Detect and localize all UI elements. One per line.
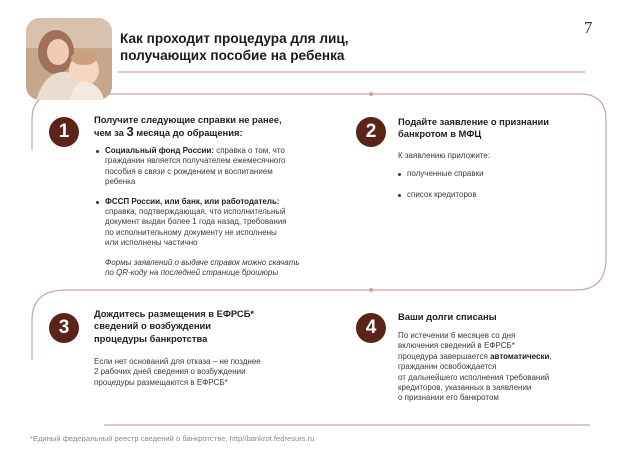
page-number: 7 (584, 18, 593, 37)
step-3-line-2: 2 рабочих дней сведения о возбуждении (94, 367, 246, 377)
step-3-line-1: Если нет оснований для отказа – не позднее (94, 357, 261, 366)
step-2-heading-line-2: банкротом в МФЦ (398, 128, 482, 140)
step-2-intro: К заявлению приложите: (398, 151, 491, 160)
step-2-item-1: полученные справки (398, 169, 598, 179)
step-1-item-2-line-4: или исполнены частично (105, 238, 198, 248)
step-1-body (96, 146, 346, 278)
step-1-item-1-line-2: гражданин является получателем ежемесячного (105, 156, 286, 166)
step-1-item-2-line-1: справка, подтверждающая, что исполнительный (105, 207, 286, 217)
step-1-item-2-bold: ФССП России, или банк, или работодатель: (105, 196, 280, 206)
step-4-line-1: По истечении 6 месяцев со дня (398, 331, 516, 340)
step-1-item-social-fund (96, 146, 346, 188)
step-1-heading-big: 3 (126, 124, 134, 140)
step-1-item-2-line-3: по исполнительному документу не исполнены (105, 227, 277, 237)
step-1-heading-line-2 (94, 126, 334, 139)
step-1-heading-post: месяца до обращения: (133, 127, 243, 139)
page-title-line-2: получающих пособие на ребенка (120, 48, 345, 63)
step-3-heading-line-1: Дождитесь размещения в ЕФРСБ* (94, 308, 255, 319)
step-1-item-1-line-3: пособия в связи с рождением и воспитанием (105, 166, 273, 176)
step-1-item-1-bold: Социальный фонд России: (105, 146, 214, 155)
page-title-line-1: Как проходит процедура для лиц, (120, 31, 349, 46)
step-1-note-line-2: по QR-коду на последней странице брошюры (105, 268, 279, 278)
step-4-line-5: от дальнейшего исполнения требований (398, 372, 550, 382)
step-4-heading: Ваши долги списаны (398, 311, 497, 322)
step-1-heading-pre: чем за (94, 127, 127, 139)
step-1-item-1-line-1: справка о том, что (213, 146, 285, 155)
step-3-heading-line-2: сведений о возбуждении (94, 320, 212, 332)
step-2-heading-line-1: Подайте заявление о признании (398, 116, 550, 127)
step-3-body (94, 357, 334, 388)
step-1-heading (94, 114, 334, 140)
step-4-line-4: гражданин освобождается (398, 362, 497, 372)
step-1-number: 1 (49, 117, 79, 147)
step-4-line-6: кредиторов, указанных в заявлении (398, 383, 532, 393)
page-title (120, 30, 420, 64)
step-2-number: 2 (356, 117, 386, 147)
step-1-note (96, 258, 346, 279)
step-3-heading-line-3: процедуры банкротства (94, 332, 208, 344)
step-1-heading-line-1: Получите следующие справки не ранее, (94, 114, 282, 125)
step-2-item-2: список кредиторов (398, 190, 598, 200)
footnote: *Единый федеральный реестр сведений о банкротстве, http//bankrot.fedresurs.ru (30, 434, 315, 443)
step-4-number: 4 (356, 313, 386, 343)
step-4-line-3-post: , (549, 351, 552, 361)
step-4-body (398, 331, 603, 404)
step-2-heading (398, 116, 598, 141)
step-1-note-line-1: Формы заявлений о выдаче справок можно скачать (105, 257, 300, 267)
step-1-item-fssp (96, 197, 346, 249)
step-2-body (398, 151, 598, 200)
step-4-line-2: включения сведений в ЕФРСБ* (398, 341, 515, 351)
step-4-line-3 (398, 352, 603, 362)
step-1-item-2-line-2: документ выдан более 1 года назад, требования (105, 217, 287, 227)
mother-child-photo (26, 18, 112, 100)
step-4-line-7: о признании его банкротом (398, 393, 499, 403)
step-4-line-3-bold: автоматически (490, 351, 550, 361)
step-3-number: 3 (49, 313, 79, 343)
step-3-line-3: процедуры размещаются в ЕФРСБ* (94, 377, 228, 387)
step-3-heading (94, 308, 334, 345)
step-1-item-1-line-4: ребенка (105, 177, 136, 187)
step-4-line-3-pre: процедура завершается (398, 351, 491, 361)
